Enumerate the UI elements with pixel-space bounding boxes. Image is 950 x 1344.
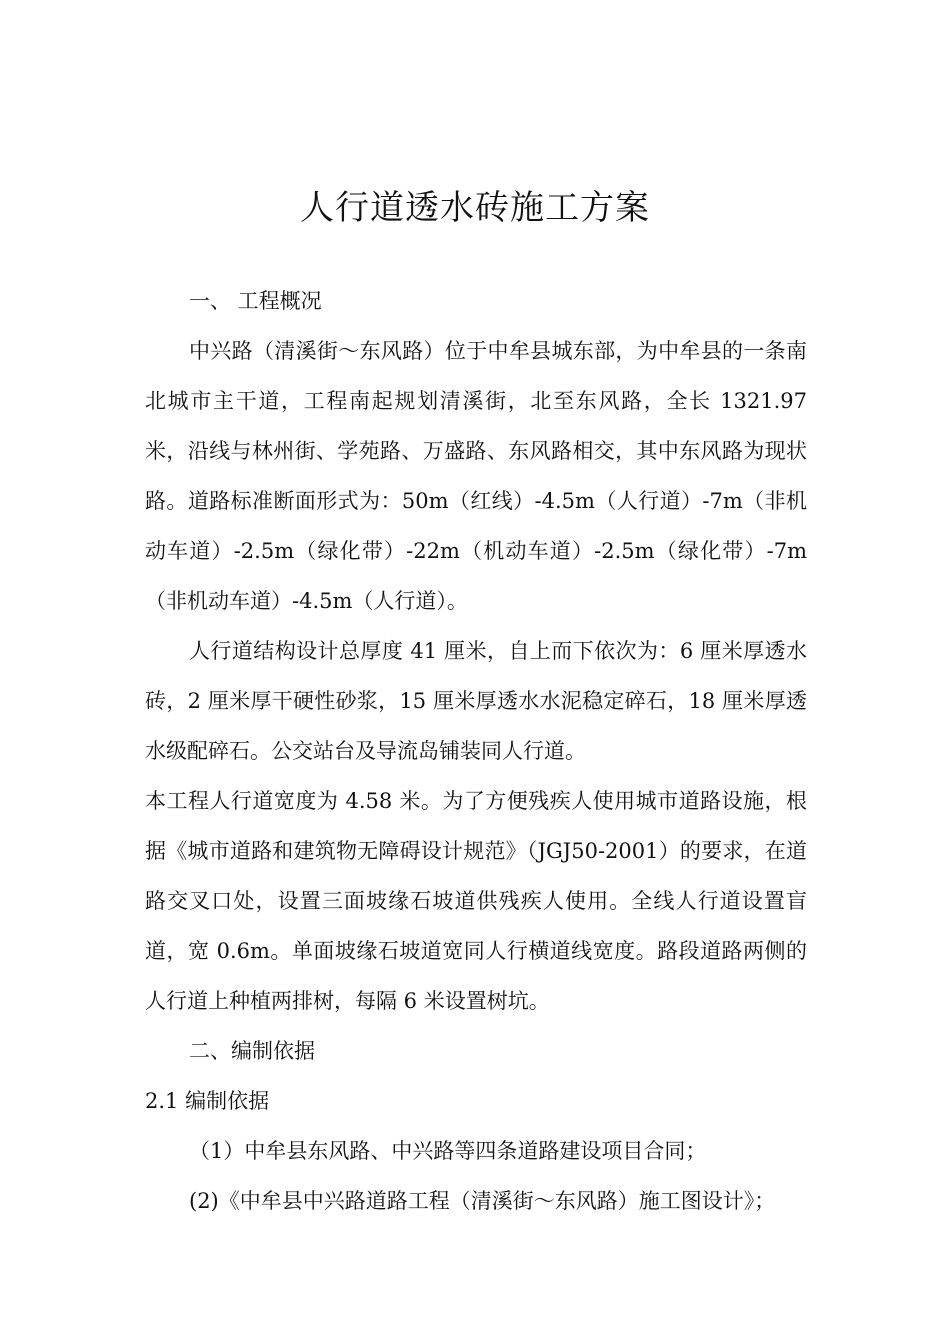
section-heading-overview: 一、 工程概况 — [189, 289, 322, 313]
section-heading-basis: 二、编制依据 — [189, 1039, 315, 1063]
paragraph-road-overview: 中兴路（清溪街～东风路）位于中牟县城东部，为中牟县的一条南北城市主干道，工程南起规划清溪街，北至东风路，全长 1321.97 米，沿线与林州街、学苑路、万盛路、东风路相交，其中东风路为现状路。道路标准断面形式为：50m（红线）-4.5m（人行道）-7m（非机动车道）-2.5m（绿化带）-22m（机动车道）-2.5m（绿化带）-7m（非机动车道）-4.5m（人行道）。 — [145, 339, 807, 613]
document-title: 人行道透水砖施工方案 — [300, 188, 650, 228]
paragraph-sidewalk-width: 本工程人行道宽度为 4.58 米。为了方便残疾人使用城市道路设施，根据《城市道路和建筑物无障碍设计规范》（JGJ50-2001）的要求，在道路交叉口处，设置三面坡缘石坡道供残疾人使用。全线人行道设置盲道，宽 0.6m。单面坡缘石坡道宽同人行横道线宽度。路段道路两侧的人行道上种植两排树，每隔 6 米设置树坑。 — [145, 789, 807, 1013]
list-item-design: (2)《中牟县中兴路道路工程（清溪街～东风路）施工图设计》； — [189, 1189, 776, 1213]
list-item-contract: （1）中牟县东风路、中兴路等四条道路建设项目合同； — [189, 1139, 707, 1163]
subsection-heading-basis: 2.1 编制依据 — [145, 1089, 270, 1113]
document-body — [145, 276, 807, 1226]
paragraph-sidewalk-structure: 人行道结构设计总厚度 41 厘米，自上而下依次为：6 厘米厚透水砖，2 厘米厚干硬性砂浆，15 厘米厚透水水泥稳定碎石，18 厘米厚透水级配碎石。公交站台及导流岛铺装同人行道。 — [145, 639, 807, 763]
